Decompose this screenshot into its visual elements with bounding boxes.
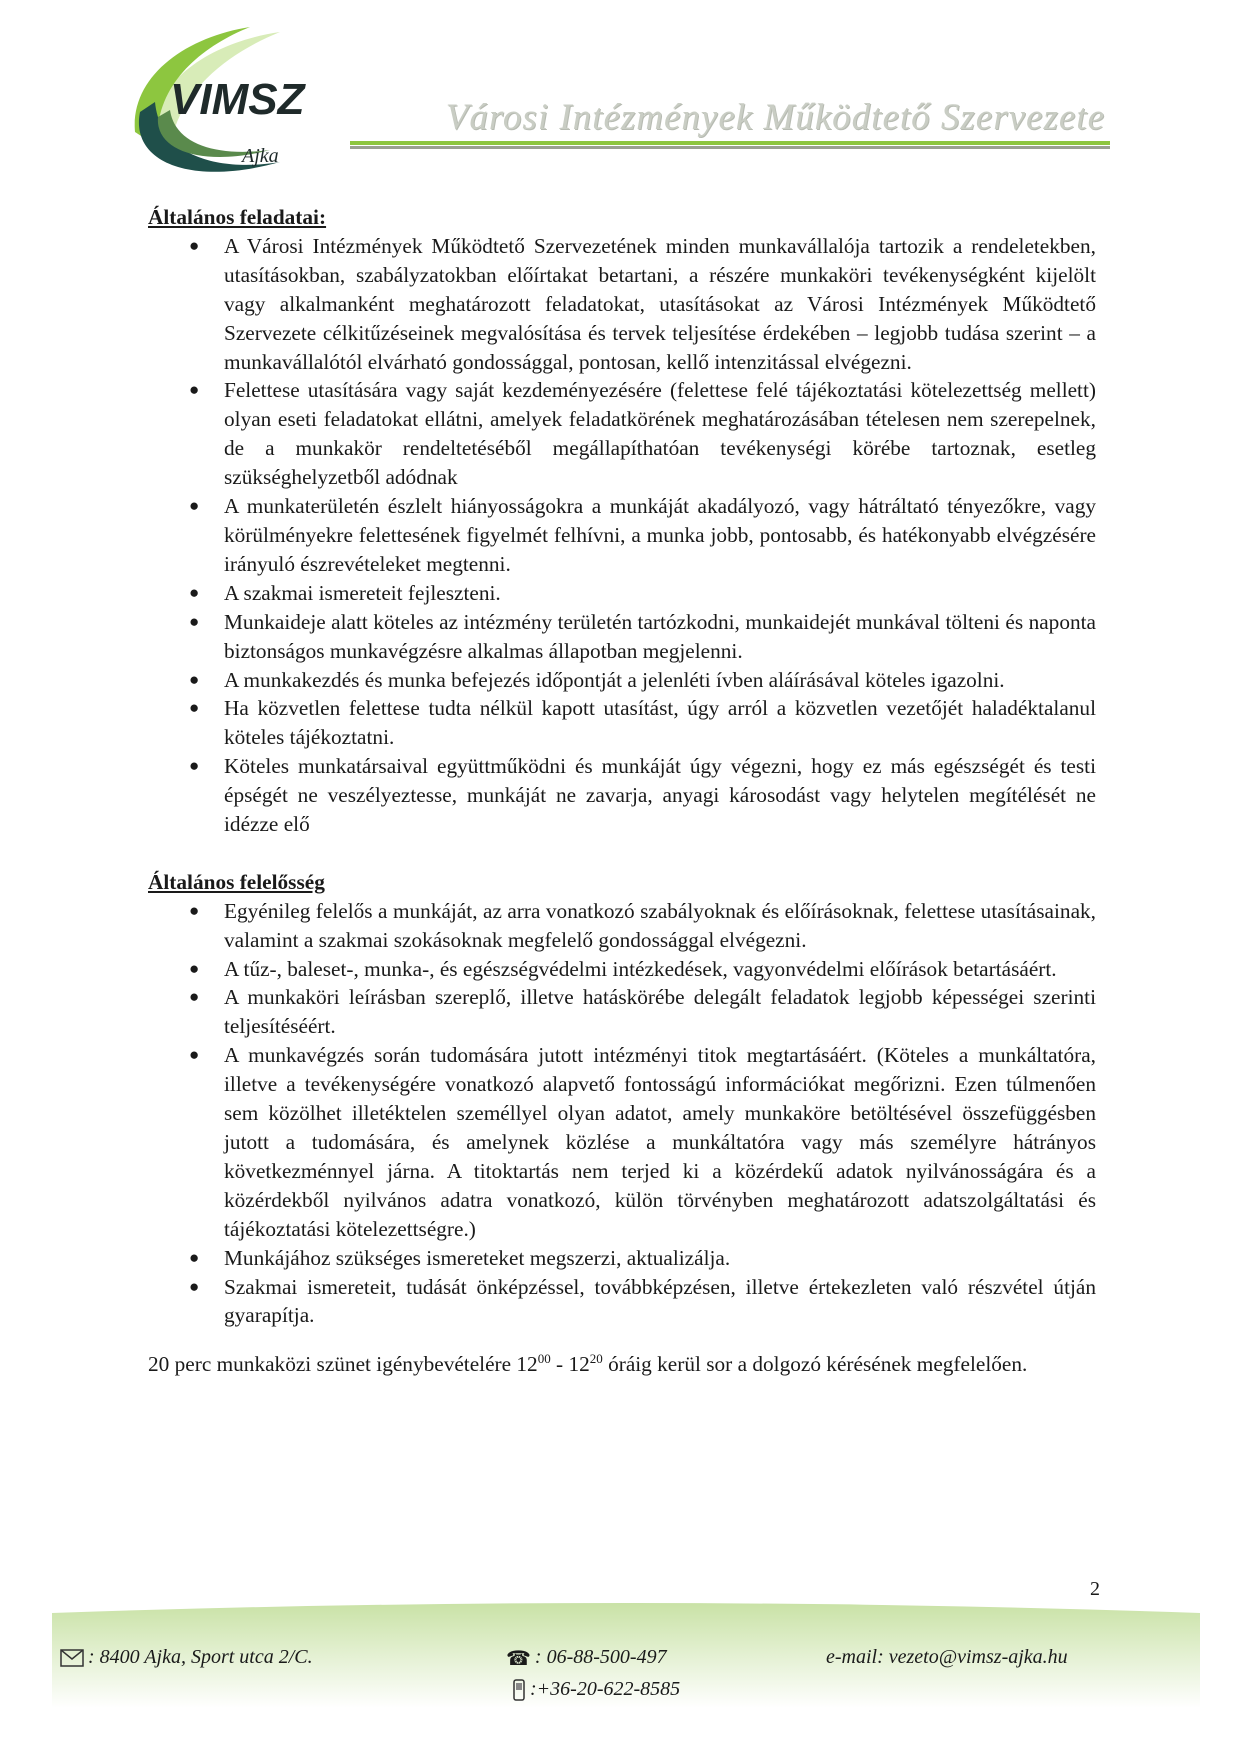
section-heading-general-tasks: Általános feladatai: [148,205,327,229]
list-item: ● Egyénileg felelős a munkáját, az arra vonatkozó szabályoknak és előírásoknak, felettese utasításainak, valamint a szakmai szokásoknak megfelelő gondossággal elvégezni. [189,898,1096,952]
bullet-icon: ● [189,958,200,978]
mobile-phone-icon [512,1679,526,1701]
footer-phone: ☎ : 06-88-500-497 [506,1646,667,1670]
page-header [0,0,1240,200]
bullet-icon: ● [189,756,200,776]
bullet-icon: ● [189,380,200,400]
break-time-paragraph: 20 perc munkaközi szünet igénybevételére $12^{00} - 12^{20}$ óráig kerül sor a dolgozó kérésének megfelelően. [148,1351,1028,1377]
logo-subtext: Ajka [242,145,279,167]
bullet-icon: ● [189,987,200,1007]
list-item: ● A munkakezdés és munka befejezés időpontját a jelenléti ívben aláírásával köteles igazolni. [224,666,1096,695]
bullet-icon: ● [189,1247,200,1267]
list-item: ● Felettese utasítására vagy saját kezdeményezésére (felettese felé tájékoztatási kötelezettség mellett) olyan eseti feladatokat ellátni, amelyek feladatkörének meghatározásában tételesen nem szerepelnek, de a munkakör rendeltetéséből megállapíthatóan tevékenységi körébe tartoznak, esetleg szükséghelyzetből adódnak [189,378,1096,490]
general-tasks-list [148,232,1096,839]
list-item: ● A tűz-, baleset-, munka-, és egészségvédelmi intézkedések, vagyonvédelmi előírások betartásáért. [224,955,1096,984]
bullet-icon: ● [189,1276,200,1296]
organization-name: Városi Intézmények Működtető Szervezete [445,97,1105,138]
general-responsibility-list [148,897,1096,1331]
bullet-icon: ● [189,1045,200,1065]
list-item: ● Köteles munkatársaival együttműködni és munkáját úgy végezni, hogy ez más egészségét és testi épségét ne veszélyeztesse, munkáját ne zavarja, anyagi károsodást vagy helytelen megítélését ne idézze elő [189,754,1096,837]
bullet-icon: ● [189,235,200,255]
envelope-icon [60,1649,84,1667]
section-heading-general-responsibility: Általános felelősség [148,869,325,894]
phone-icon: ☎ [506,1648,531,1670]
vimsz-logo [130,22,340,192]
list-item: ● A szakmai ismereteit fejleszteni. [224,579,1096,608]
bullet-icon: ● [189,900,200,920]
logo-text: VIMSZ [170,75,305,124]
document-body [148,203,1096,1379]
footer-email: e-mail: vezeto@vimsz-ajka.hu [826,1646,1068,1668]
bullet-icon: ● [189,611,200,631]
header-rule [350,141,1110,151]
list-item: ● Szakmai ismereteit, tudását önképzéssel, továbbképzésen, illetve értekezleten való részvétel útján gyarapítja. [189,1274,1096,1328]
list-item: ● A munkaköri leírásban szereplő, illetve hatáskörébe delegált feladatok legjobb képességei szerinti teljesítéséért. [189,985,1096,1039]
bullet-icon: ● [189,669,200,689]
page-number: 2 [1090,1578,1100,1600]
list-item: ● A munkavégzés során tudomására jutott intézményi titok megtartásáért. (Köteles a munkáltatóra, illetve a tevékenységére vonatkozó alapvető fontosságú információkat megőrizni. Ezen túlmenően sem közölhet illetéktelen személlyel olyan adatot, amely munkaköre betöltésével összefüggésben jutott a tudomására, és amelynek közlése a munkáltatóra vagy más személyre hátrányos következménnyel járna. A titoktartás nem terjed ki a közérdekű adatok nyilvánosságára és a közérdekből nyilvános adatra vonatkozó, külön törvényben meghatározott adatszolgáltatási és tájékoztatási kötelezettségre.) [189,1043,1096,1241]
bullet-icon: ● [189,496,200,516]
list-item: ● Munkaideje alatt köteles az intézmény területén tartózkodni, munkaidejét munkával tölteni és naponta biztonságos munkavégzésre alkalmas állapotban megjelenni. [189,609,1096,663]
list-item: ● Ha közvetlen felettese tudta nélkül kapott utasítást, úgy arról a közvetlen vezetőjét haladéktalanul köteles tájékoztatni. [189,696,1096,750]
bullet-icon: ● [189,582,200,602]
footer-address: : 8400 Ajka, Sport utca 2/C. [60,1646,313,1669]
footer-mobile: :+36-20-622-8585 [512,1678,680,1701]
list-item: ● A Városi Intézmények Működtető Szervezetének minden munkavállalója tartozik a rendeletekben, utasításokban, szabályzatokban előírtakat betartani, a részére munkaköri tevékenységként kijelölt vagy alkalmanként meghatározott feladatokat, utasításokat az Városi Intézmények Működtető Szervezete célkitűzéseinek megvalósítása és tervek teljesítése érdekében – legjobb tudása szerint – a munkavállalótól elvárható gondossággal, pontosan, kellő intenzitással elvégezni. [189,233,1096,374]
bullet-icon: ● [189,698,200,718]
list-item: ● A munkaterületén észlelt hiányosságokra a munkáját akadályozó, vagy hátráltató tényezőkre, vagy körülményekre felettesének figyelmét felhívni, a munka jobb, pontosabb, és hatékonyabb elvégzésére irányuló észrevételeket megtenni. [189,494,1096,576]
list-item: ● Munkájához szükséges ismereteket megszerzi, aktualizálja. [224,1244,1096,1273]
